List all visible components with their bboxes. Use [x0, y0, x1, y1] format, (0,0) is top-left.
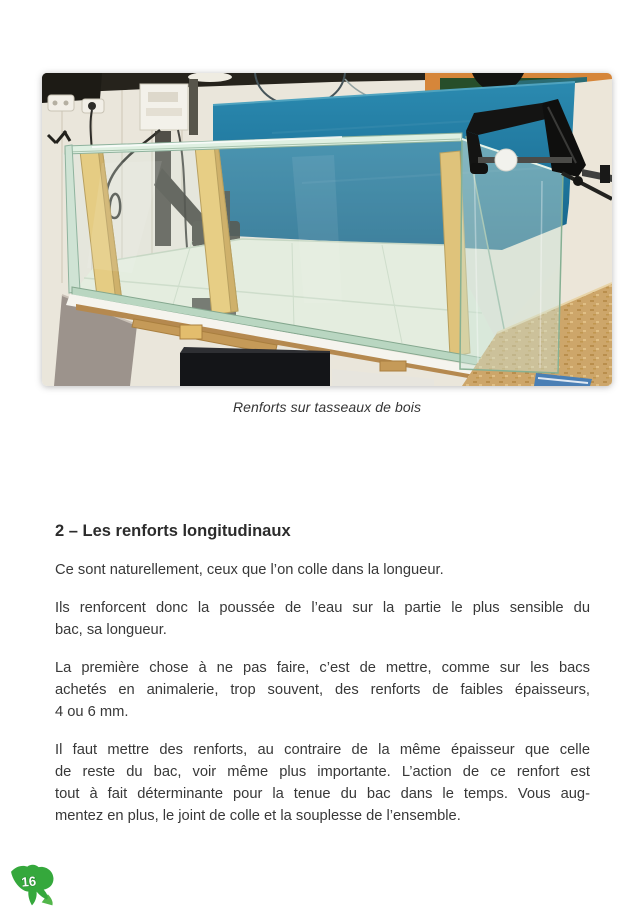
- paragraph-line: bac, sa longueur.: [55, 622, 167, 638]
- page-number-badge: [9, 862, 57, 907]
- figure: [42, 73, 612, 415]
- paragraph: [55, 597, 590, 641]
- paragraph-line: de reste du bac, voir même plus importante. L’action de ce renfort est: [55, 764, 590, 780]
- paragraph: [55, 657, 590, 723]
- paragraph-line: Ils renforcent donc la poussée de l’eau sur la partie le plus sensible du: [55, 600, 590, 616]
- figure-caption: Renforts sur tasseaux de bois: [232, 399, 422, 415]
- paragraph-line: mentez en plus, le joint de colle et la souplesse de l’ensemble.: [55, 808, 461, 824]
- paragraph: [55, 739, 590, 827]
- paragraph: [55, 559, 590, 581]
- paragraph-line: achetés en animalerie, trop souvent, des renforts de faibles épaisseurs,: [55, 682, 590, 698]
- paragraph-line: Il faut mettre des renforts, au contraire de la même épaisseur que celle: [55, 742, 590, 758]
- section-renforts-longitudinaux: [55, 521, 590, 843]
- paragraph-line: tout à fait déterminante pour la tenue du bac dans le temps. Vous aug-: [55, 786, 590, 802]
- fish-icon: [9, 862, 57, 907]
- section-heading: 2 – Les renforts longitudinaux: [55, 522, 291, 540]
- paragraph-line: 4 ou 6 mm.: [55, 704, 129, 720]
- page-number: 16: [20, 873, 37, 890]
- body-paragraphs: [55, 559, 590, 827]
- paragraph-line: Ce sont naturellement, ceux que l’on colle dans la longueur.: [55, 562, 444, 578]
- aquarium-photo-illustration: [42, 73, 612, 386]
- paragraph-line: La première chose à ne pas faire, c’est de mettre, comme sur les bacs: [55, 660, 590, 676]
- aquarium-photo: [42, 73, 612, 386]
